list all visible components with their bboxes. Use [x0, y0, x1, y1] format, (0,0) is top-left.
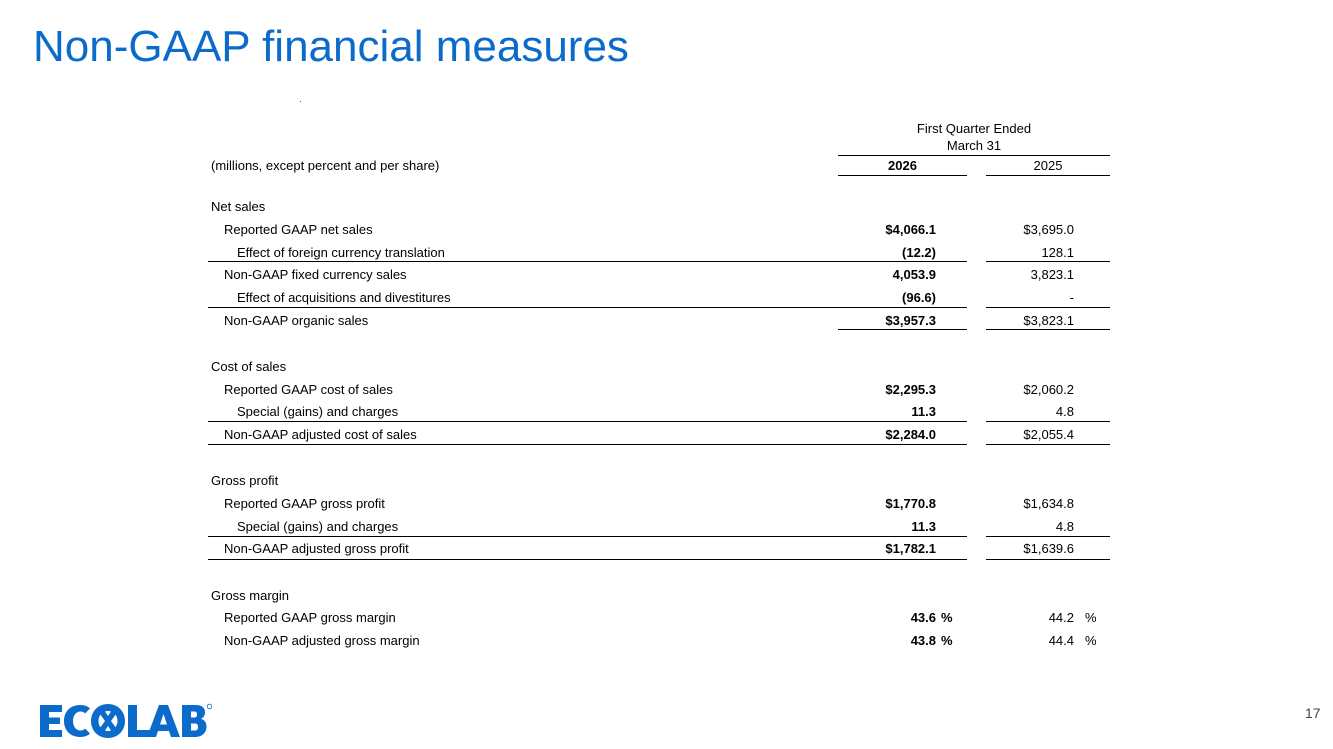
row-label: Reported GAAP gross profit	[224, 496, 385, 511]
value-2026: $1,770.8	[885, 496, 936, 511]
value-2026: $1,782.1	[885, 541, 936, 556]
value-2026: 43.6	[910, 610, 936, 625]
value-2025: 44.2	[1048, 610, 1074, 625]
section-heading	[0, 359, 1333, 379]
total-rule	[208, 559, 967, 560]
value-2026: 43.8	[910, 633, 936, 648]
value-2025: 44.4	[1048, 633, 1074, 648]
row-rule	[208, 536, 967, 537]
value-2025: $3,823.1	[1023, 313, 1074, 328]
row-label: Special (gains) and charges	[237, 404, 399, 419]
ecolab-logo	[40, 703, 212, 744]
total-rule	[838, 329, 967, 330]
table-row	[0, 267, 1333, 287]
row-rule	[208, 307, 967, 308]
row-label: Non-GAAP adjusted gross profit	[224, 541, 409, 556]
table-row	[0, 610, 1333, 630]
page-number: 17	[1305, 705, 1321, 721]
period-subheader: March 31	[946, 138, 1002, 153]
row-rule	[986, 536, 1110, 537]
column-header-2025: 2025	[986, 158, 1110, 176]
stray-dot	[300, 101, 301, 102]
percent-sign: %	[1085, 610, 1097, 625]
table-row	[0, 633, 1333, 653]
row-label: Effect of foreign currency translation	[237, 245, 445, 260]
percent-sign: %	[941, 633, 953, 648]
table-row	[0, 382, 1333, 402]
value-2025: 4.8	[1055, 519, 1074, 534]
value-2025: $2,060.2	[1023, 382, 1074, 397]
section-label: Gross profit	[211, 473, 279, 488]
row-label: Non-GAAP adjusted gross margin	[224, 633, 420, 648]
total-rule	[986, 559, 1110, 560]
value-2026: 11.3	[911, 404, 936, 419]
table-row	[0, 496, 1333, 516]
percent-sign: %	[1085, 633, 1097, 648]
value-2026: 4,053.9	[892, 267, 936, 282]
value-2025: $2,055.4	[1023, 427, 1074, 442]
row-label: Non-GAAP organic sales	[224, 313, 369, 328]
value-2026: $2,284.0	[885, 427, 936, 442]
value-2025: $1,634.8	[1023, 496, 1074, 511]
value-2026: $4,066.1	[885, 222, 936, 237]
section-heading	[0, 588, 1333, 608]
section-heading	[0, 473, 1333, 493]
row-rule	[986, 421, 1110, 422]
total-rule	[208, 444, 967, 445]
value-2025: 128.1	[1041, 245, 1074, 260]
value-2025: 4.8	[1055, 404, 1074, 419]
row-rule	[986, 307, 1110, 308]
total-rule	[986, 329, 1110, 330]
period-header: First Quarter Ended	[916, 121, 1032, 136]
row-label: Reported GAAP cost of sales	[224, 382, 393, 397]
row-label: Effect of acquisitions and divestitures	[237, 290, 451, 305]
value-2026: (12.2)	[902, 245, 936, 260]
header-rule	[838, 155, 1110, 156]
units-label: (millions, except percent and per share)	[211, 158, 440, 173]
section-heading	[0, 199, 1333, 219]
value-2025: -	[1069, 290, 1074, 305]
row-rule	[208, 421, 967, 422]
row-label: Reported GAAP net sales	[224, 222, 373, 237]
page-title: Non-GAAP financial measures	[33, 22, 629, 71]
table-row	[0, 222, 1333, 242]
table-row	[0, 541, 1333, 561]
table-row	[0, 245, 1333, 265]
section-label: Net sales	[211, 199, 266, 214]
row-rule	[986, 261, 1110, 262]
section-label: Gross margin	[211, 588, 290, 603]
row-label: Non-GAAP adjusted cost of sales	[224, 427, 417, 442]
row-rule	[208, 261, 967, 262]
row-label: Special (gains) and charges	[237, 519, 399, 534]
section-label: Cost of sales	[211, 359, 287, 374]
percent-sign: %	[941, 610, 953, 625]
column-header-2026: 2026	[838, 158, 967, 176]
row-label: Reported GAAP gross margin	[224, 610, 396, 625]
row-label: Non-GAAP fixed currency sales	[224, 267, 407, 282]
value-2026: $3,957.3	[885, 313, 936, 328]
value-2025: $3,695.0	[1023, 222, 1074, 237]
table-row	[0, 313, 1333, 333]
value-2026: $2,295.3	[885, 382, 936, 397]
total-rule	[986, 444, 1110, 445]
value-2025: 3,823.1	[1030, 267, 1074, 282]
value-2026: 11.3	[911, 519, 936, 534]
value-2026: (96.6)	[902, 290, 936, 305]
ecolab-logo-icon	[40, 703, 212, 739]
value-2025: $1,639.6	[1023, 541, 1074, 556]
